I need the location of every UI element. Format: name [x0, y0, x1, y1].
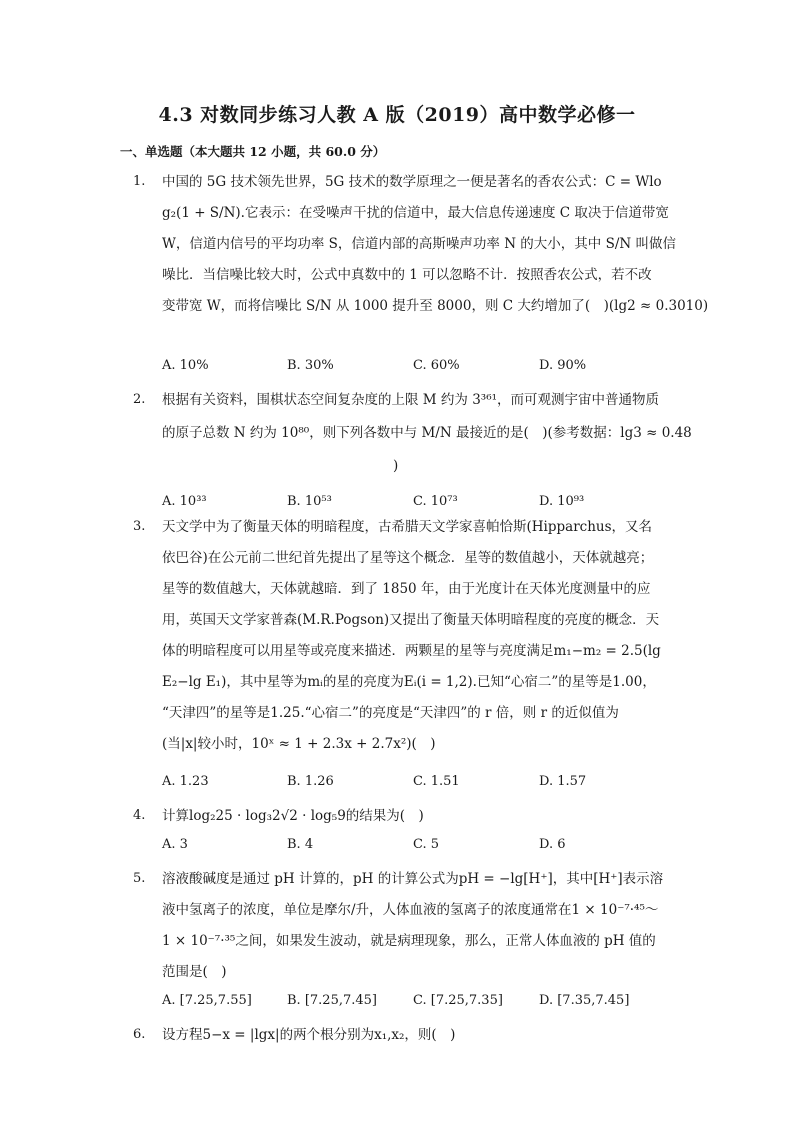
question-text-line: 1 × 10⁻⁷·³⁵之间，如果发生波动，就是病理现象，那么，正常人体血液的 pH 值的 — [162, 933, 656, 949]
answer-option[interactable]: A. 10³³ — [162, 494, 207, 509]
answer-option[interactable]: C. 1.51 — [413, 774, 460, 789]
question-text-line: 中国的 5G 技术领先世界，5G 技术的数学原理之一便是著名的香农公式：C = Wlo — [162, 174, 662, 190]
question-text-line: 的原子总数 N 约为 10⁸⁰，则下列各数中与 M/N 最接近的是( )(参考数据：lg3 ≈ 0.48 — [162, 425, 692, 441]
answer-option[interactable]: B. 4 — [287, 837, 314, 852]
answer-option[interactable]: D. 1.57 — [539, 774, 587, 789]
question-text-line: ) — [393, 458, 399, 474]
question-text-line: 依巴谷)在公元前二世纪首先提出了星等这个概念．星等的数值越小，天体就越亮； — [162, 550, 654, 566]
answer-option[interactable]: A. [7.25,7.55] — [162, 993, 252, 1008]
question-text-line: 噪比．当信噪比较大时，公式中真数中的 1 可以忽略不计．按照香农公式，若不改 — [162, 267, 652, 283]
question-text-line: 设方程5−x = |lgx|的两个根分别为x₁,x₂，则( ) — [162, 1027, 456, 1043]
answer-option[interactable]: D. 90% — [539, 358, 587, 373]
answer-option[interactable]: D. 6 — [539, 837, 566, 852]
section-heading: 一、单选题（本大题共 12 小题，共 60.0 分） — [120, 144, 386, 159]
question-text-line: 星等的数值越大，天体就越暗．到了 1850 年，由于光度计在天体光度测量中的应 — [162, 581, 651, 597]
question-text-line: E₂−lg E₁)，其中星等为mᵢ的星的亮度为Eᵢ(i = 1,2).已知“心宿二”的星等是1.00， — [162, 674, 656, 690]
question-text-line: 液中氢离子的浓度，单位是摩尔/升，人体血液的氢离子的浓度通常在1 × 10⁻⁷·⁴⁵～ — [162, 902, 659, 918]
answer-option[interactable]: B. [7.25,7.45] — [287, 993, 377, 1008]
question-text-line: 变带宽 W，而将信噪比 S/N 从 1000 提升至 8000，则 C 大约增加了( )(lg2 ≈ 0.3010) — [162, 298, 709, 314]
question-text-line: (当|x|较小时，10ˣ ≈ 1 + 2.3x + 2.7x²)( ) — [162, 736, 436, 752]
answer-option[interactable]: C. 5 — [413, 837, 440, 852]
question-number: 1. — [133, 174, 146, 189]
answer-option[interactable]: A. 3 — [162, 837, 188, 852]
answer-option[interactable]: C. 60% — [413, 358, 460, 373]
question-number: 2. — [133, 392, 146, 407]
question-text-line: 溶液酸碱度是通过 pH 计算的，pH 的计算公式为pH = −lg[H⁺]，其中[H⁺]表示溶 — [162, 871, 664, 887]
question-text-line: 体的明暗程度可以用星等或亮度来描述．两颗星的星等与亮度满足m₁−m₂ = 2.5(lg — [162, 643, 661, 659]
question-text-line: 根据有关资料，围棋状态空间复杂度的上限 M 约为 3³⁶¹，而可观测宇宙中普通物质 — [162, 392, 660, 408]
question-number: 5. — [133, 871, 146, 886]
question-text-line: g₂(1 + S/N).它表示：在受噪声干扰的信道中，最大信息传递速度 C 取决于信道带宽 — [162, 205, 669, 221]
question-text-line: W，信道内信号的平均功率 S，信道内部的高斯噪声功率 N 的大小，其中 S/N 叫做信 — [162, 236, 677, 252]
answer-option[interactable]: A. 10% — [162, 358, 209, 373]
answer-option[interactable]: C. [7.25,7.35] — [413, 993, 503, 1008]
answer-option[interactable]: B. 1.26 — [287, 774, 334, 789]
question-number: 6. — [133, 1027, 146, 1042]
question-text-line: 天文学中为了衡量天体的明暗程度，古希腊天文学家喜帕恰斯(Hipparchus，又名 — [162, 519, 653, 535]
question-number: 3. — [133, 519, 146, 534]
page-title: 4.3 对数同步练习人教 A 版（2019）高中数学必修一 — [158, 104, 636, 126]
answer-option[interactable]: A. 1.23 — [162, 774, 209, 789]
answer-option[interactable]: B. 30% — [287, 358, 334, 373]
question-text-line: 用，英国天文学家普森(M.R.Pogson)又提出了衡量天体明暗程度的亮度的概念．天 — [162, 612, 660, 628]
question-text-line: 计算log₂25 · log₃2√2 · log₅9的结果为( ) — [162, 808, 424, 824]
answer-option[interactable]: B. 10⁵³ — [287, 494, 332, 509]
question-text-line: “天津四”的星等是1.25.“心宿二”的亮度是“天津四”的 r 倍，则 r 的近似值为 — [162, 705, 619, 721]
question-text-line: 范围是( ) — [162, 964, 227, 980]
answer-option[interactable]: D. 10⁹³ — [539, 494, 585, 509]
answer-option[interactable]: C. 10⁷³ — [413, 494, 458, 509]
question-number: 4. — [133, 808, 146, 823]
answer-option[interactable]: D. [7.35,7.45] — [539, 993, 630, 1008]
